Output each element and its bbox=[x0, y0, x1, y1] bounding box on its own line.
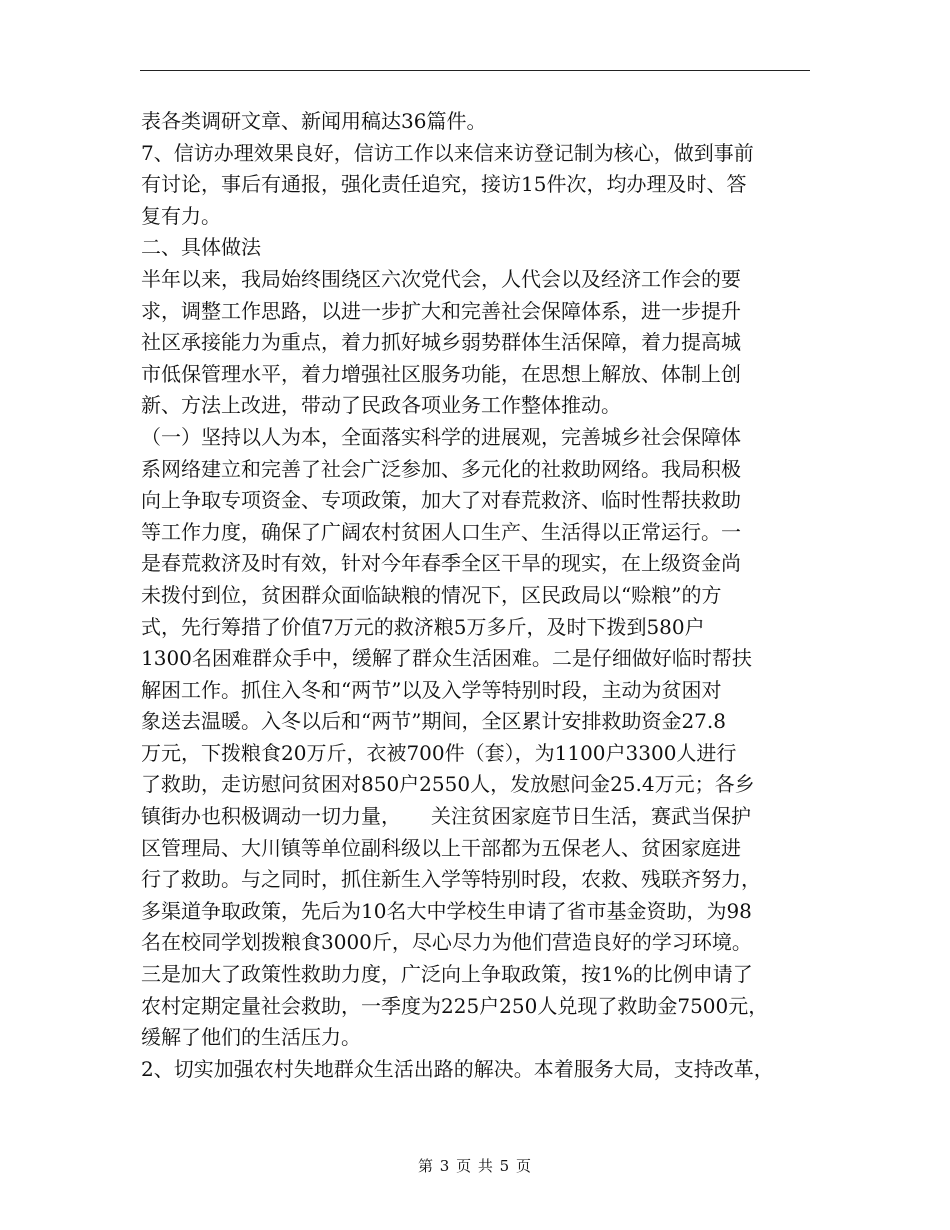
text-line: 镇街办也积极调动一切力量， 关注贫困家庭节日生活，赛武当保护 bbox=[141, 804, 751, 829]
text-line: 了救助，走访慰问贫困对850户2550人，发放慰问金25.4万元；各乡 bbox=[141, 772, 755, 797]
text-line: （一）坚持以人为本，全面落实科学的进展观，完善城乡社会保障体 bbox=[141, 424, 741, 449]
text-line: 解困工作。抓住入冬和“两节”以及入学等特别时段，主动为贫困对 bbox=[141, 677, 722, 702]
text-line: 社区承接能力为重点，着力抓好城乡弱势群体生活保障，着力提高城 bbox=[141, 330, 741, 355]
text-line: 1300名困难群众手中，缓解了群众生活困难。二是仔细做好临时帮扶 bbox=[141, 646, 752, 671]
section-heading: 二、具体做法 bbox=[141, 235, 261, 260]
text-line: 复有力。 bbox=[141, 203, 221, 228]
header-rule bbox=[140, 70, 810, 71]
text-line: 表各类调研文章、新闻用稿达36篇件。 bbox=[141, 109, 487, 133]
text-line: 等工作力度，确保了广阔农村贫困人口生产、生活得以正常运行。一 bbox=[141, 519, 741, 544]
text-line: 求，调整工作思路，以进一步扩大和完善社会保障体系，进一步提升 bbox=[141, 298, 741, 323]
text-line: 行了救助。与之同时，抓住新生入学等特别时段，农救、残联齐努力， bbox=[141, 867, 761, 892]
text-line: 7、信访办理效果良好，信访工作以来信来访登记制为核心，做到事前 bbox=[141, 140, 754, 165]
page-number-footer: 第 3 页 共 5 页 bbox=[418, 1157, 532, 1175]
document-body bbox=[141, 106, 813, 1085]
text-line: 名在校同学划拨粮食3000斤，尽心尽力为他们营造良好的学习环境。 bbox=[141, 930, 752, 955]
text-line: 市低保管理水平，着力增强社区服务功能，在思想上解放、体制上创 bbox=[141, 361, 741, 386]
text-line: 象送去温暖。入冬以后和“两节”期间，全区累计安排救助资金27.8 bbox=[141, 709, 726, 734]
text-line: 多渠道争取政策，先后为10名大中学校生申请了省市基金资助，为98 bbox=[141, 898, 752, 923]
text-line: 式，先行筹措了价值7万元的救济粮5万多斤，及时下拨到580户 bbox=[141, 614, 705, 639]
text-line: 向上争取专项资金、专项政策，加大了对春荒救济、临时性帮扶救助 bbox=[141, 488, 741, 513]
text-line: 万元，下拨粮食20万斤，衣被700件（套），为1100户3300人进行 bbox=[141, 740, 737, 765]
text-line: 是春荒救济及时有效，针对今年春季全区干旱的现实，在上级资金尚 bbox=[141, 551, 741, 576]
text-line: 缓解了他们的生活压力。 bbox=[141, 1025, 361, 1050]
text-line: 半年以来，我局始终围绕区六次党代会，人代会以及经济工作会的要 bbox=[141, 266, 741, 291]
text-line: 有讨论，事后有通报，强化责任追究，接访15件次，均办理及时、答 bbox=[141, 172, 747, 197]
text-line: 新、方法上改进，带动了民政各项业务工作整体推动。 bbox=[141, 393, 621, 418]
text-line: 区管理局、大川镇等单位副科级以上干部都为五保老人、贫困家庭进 bbox=[141, 835, 741, 860]
text-line: 三是加大了政策性救助力度，广泛向上争取政策，按1%的比例申请了 bbox=[141, 962, 753, 987]
text-line: 系网络建立和完善了社会广泛参加、多元化的社救助网络。我局积极 bbox=[141, 456, 741, 481]
text-line: 未拨付到位，贫困群众面临缺粮的情况下，区民政局以“赊粮”的方 bbox=[141, 582, 722, 607]
text-line: 2、切实加强农村失地群众生活出路的解决。本着服务大局，支持改革， bbox=[141, 1056, 774, 1081]
text-line: 农村定期定量社会救助，一季度为225户250人兑现了救助金7500元， bbox=[141, 993, 769, 1018]
